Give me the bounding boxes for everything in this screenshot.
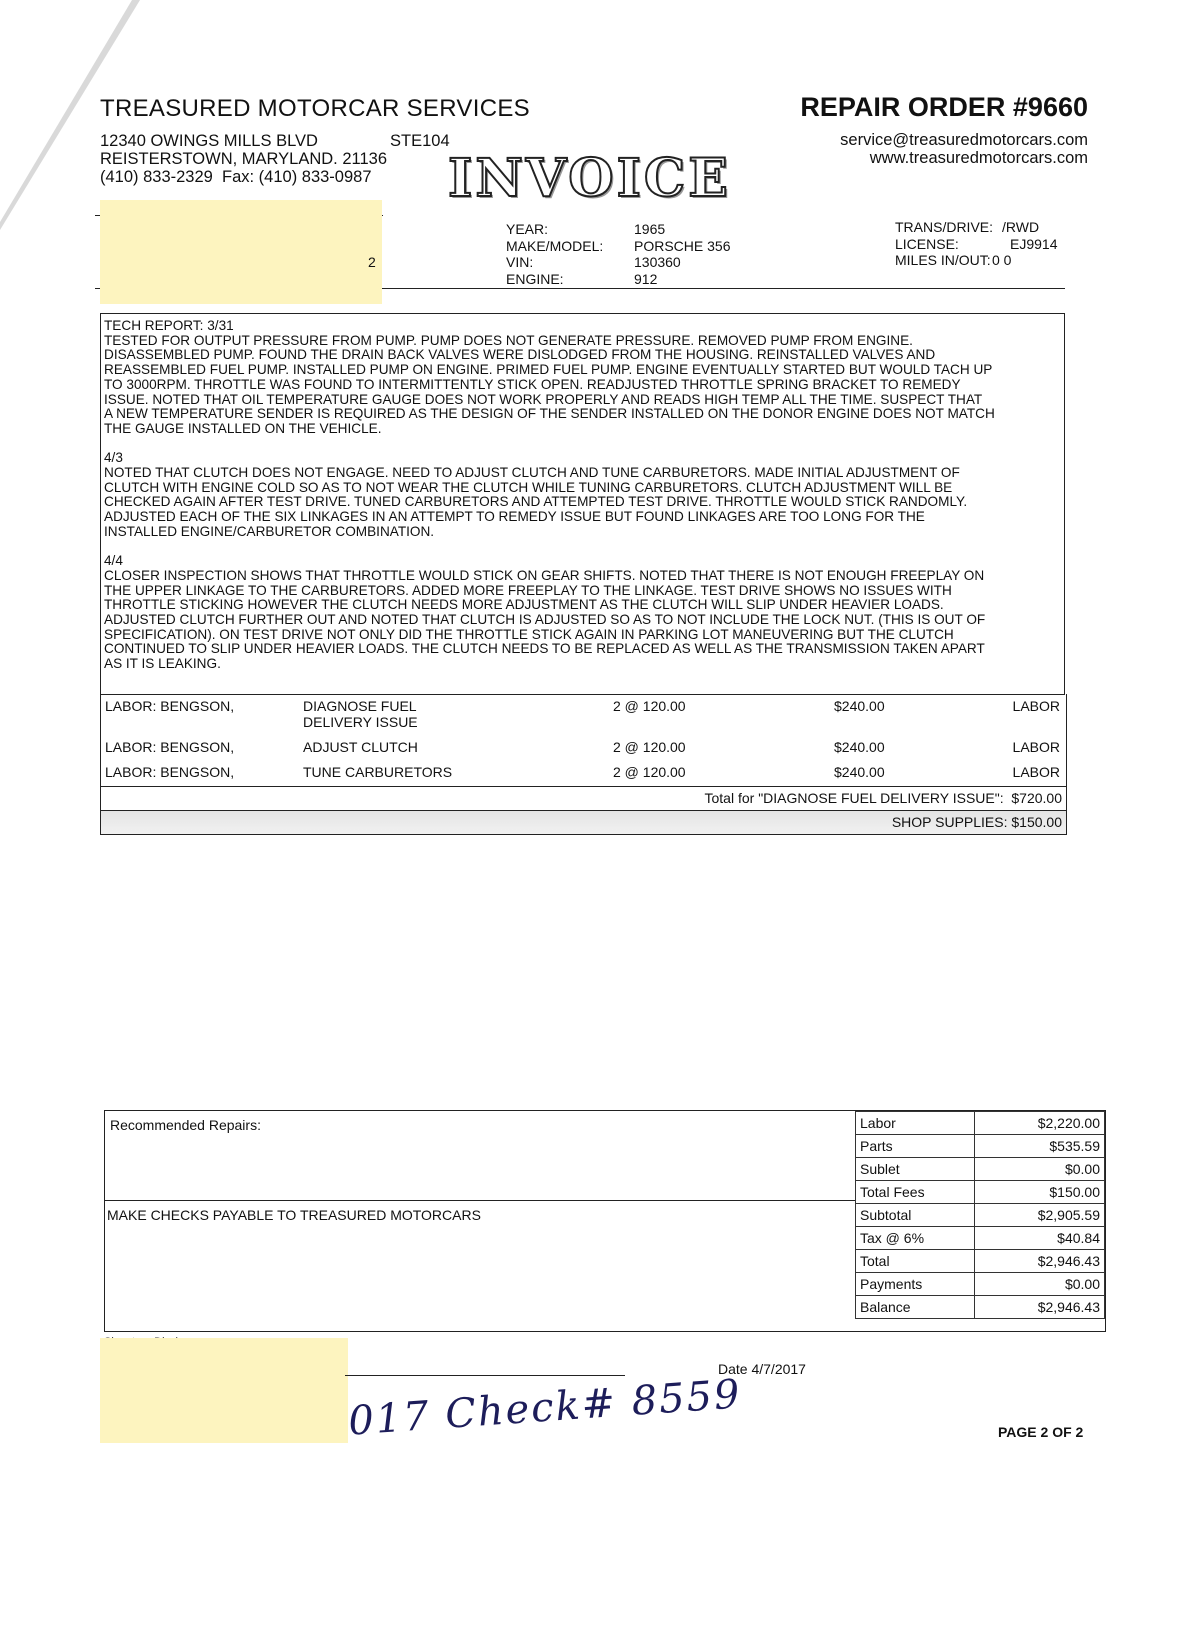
vehicle-year: 1965 <box>634 221 666 237</box>
page-number: PAGE 2 OF 2 <box>998 1424 1084 1440</box>
shop-supplies-row: SHOP SUPPLIES: $150.00 <box>101 811 1066 834</box>
summary-value: $150.00 <box>975 1181 1105 1204</box>
vehicle-trans: /RWD <box>1002 219 1040 235</box>
date: Date 4/7/2017 <box>718 1361 806 1377</box>
handwritten-note: 017 Check# 8559 <box>346 1371 743 1445</box>
summary-label: Payments <box>856 1273 975 1296</box>
address-line1: 12340 OWINGS MILLS BLVD <box>100 132 318 150</box>
phone-fax: (410) 833-2329 Fax: (410) 833-0987 <box>100 168 372 186</box>
summary-row <box>856 1181 1105 1204</box>
summary-row <box>856 1250 1105 1273</box>
summary-row <box>856 1296 1105 1319</box>
summary-row <box>856 1227 1105 1250</box>
summary-label: Sublet <box>856 1158 975 1181</box>
vehicle-labels: YEAR: MAKE/MODEL: VIN: ENGINE: <box>506 221 604 287</box>
labor-table <box>100 694 1067 835</box>
vehicle-values-right <box>992 219 1058 269</box>
company-name: TREASURED MOTORCAR SERVICES <box>100 95 530 122</box>
redaction-customer <box>100 200 382 304</box>
repair-order-number: REPAIR ORDER #9660 <box>800 92 1088 122</box>
summary-value: $0.00 <box>975 1158 1105 1181</box>
summary-label: Subtotal <box>856 1204 975 1227</box>
vehicle-engine: 912 <box>634 270 658 287</box>
summary-row <box>856 1135 1105 1158</box>
contact-block <box>840 131 1088 167</box>
summary-label: Labor <box>856 1112 975 1135</box>
customer-partial: 2 <box>368 254 376 270</box>
summary-label: Total <box>856 1250 975 1273</box>
labor-row: LABOR: BENGSON, DIAGNOSE FUEL DELIVERY ISSUE 2 @ 120.00 $240.00 LABOR <box>105 698 1060 730</box>
summary-row <box>856 1273 1105 1296</box>
summary-row <box>856 1112 1105 1135</box>
summary-row <box>856 1204 1105 1227</box>
summary-label: Parts <box>856 1135 975 1158</box>
summary-label: Total Fees <box>856 1181 975 1204</box>
summary-value: $535.59 <box>975 1135 1105 1158</box>
checks-payable: MAKE CHECKS PAYABLE TO TREASURED MOTORCARS <box>107 1207 481 1223</box>
summary-value: $2,220.00 <box>975 1112 1105 1135</box>
vehicle-vin: 130360 <box>634 254 681 270</box>
summary-value: $2,946.43 <box>975 1296 1105 1319</box>
vehicle-values <box>634 221 730 287</box>
vehicle-labels-right: TRANS/DRIVE: LICENSE: MILES IN/OUT: <box>895 219 994 268</box>
summary-value: $0.00 <box>975 1273 1105 1296</box>
recommended-repairs-label: Recommended Repairs: <box>110 1117 261 1133</box>
address-suite: STE104 <box>390 132 450 150</box>
invoice-stamp: INVOICE <box>448 148 731 209</box>
redaction-signature <box>100 1338 348 1443</box>
email-link[interactable]: service@treasuredmotorcars.com <box>840 131 1088 149</box>
job-total-row: Total for "DIAGNOSE FUEL DELIVERY ISSUE": $720.00 <box>101 787 1066 811</box>
summary-value: $2,905.59 <box>975 1204 1105 1227</box>
vehicle-make: PORSCHE 356 <box>634 237 731 254</box>
summary-value: $2,946.43 <box>975 1250 1105 1273</box>
labor-row: LABOR: BENGSON, ADJUST CLUTCH 2 @ 120.00 $240.00 LABOR <box>105 739 1060 755</box>
labor-row: LABOR: BENGSON, TUNE CARBURETORS 2 @ 120.00 $240.00 LABOR <box>101 761 1066 787</box>
address-line2: REISTERSTOWN, MARYLAND. 21136 <box>100 150 388 168</box>
totals-box <box>104 1110 1106 1332</box>
summary-label: Tax @ 6% <box>856 1227 975 1250</box>
signature-line <box>345 1375 625 1376</box>
tech-report: TECH REPORT: 3/31 TESTED FOR OUTPUT PRESSURE FROM PUMP. PUMP DOES NOT GENERATE PRESSURE. REMOVED PUMP FROM ENGINE. DISASSEMBLED PUMP. FOUND THE DRAIN BACK VALVES WERE DISLODGED FROM THE HOUSING. REINSTALLED VALVES AND REASSEMBLED FUEL PUMP. INSTALLED PUMP ON ENGINE. PRIMED FUEL PUMP. ENGINE EVENTUALLY STARTED BUT WOULD TACH UP TO 3000RPM. THROTTLE WAS FOUND TO INTERMITTENTLY STICK OPEN. READJUSTED THROTTLE SPRING BRACKET TO REMEDY ISSUE. NOTED THAT OIL TEMPERATURE GAUGE DOES NOT WORK PROPERLY AND READS HIGH TEMP ALL THE TIME. SUSPECT THAT A NEW TEMPERATURE SENDER IS REQUIRED AS THE DESIGN OF THE SENDER INSTALLED ON THE DONOR ENGINE DOES NOT MATCH THE GAUGE INSTALLED ON THE VEHICLE. 4/3 NOTED THAT CLUTCH DOES NOT ENGAGE. NEED TO ADJUST CLUTCH AND TUNE CARBURETORS. MADE INITIAL ADJUSTMENT OF CLUTCH WITH ENGINE COLD SO AS TO NOT WEAR THE CLUTCH WHILE TUNING CARBURETORS. CLUTCH ADJUSTMENT WILL BE CHECKED AGAIN AFTER TEST DRIVE. TUNED CARBURETORS AND ATTEMPTED TEST DRIVE. THROTTLE WOULD STICK RANDOMLY. ADJUSTED EACH OF THE SIX LINKAGES IN AN ATTEMPT TO REMEDY ISSUE BUT FOUND LINKAGES ARE TOO LONG FOR THE INSTALLED ENGINE/CARBURETOR COMBINATION. 4/4 CLOSER INSPECTION SHOWS THAT THROTTLE WOULD STICK ON GEAR SHIFTS. NOTED THAT THERE IS NOT ENOUGH FREEPLAY ON THE UPPER LINKAGE TO THE CARBURETORS. ADDED MORE FREEPLAY TO THE LINKAGE. TEST DRIVE SHOWS NO ISSUES WITH THROTTLE STICKING HOWEVER THE CLUTCH NEEDS MORE ADJUSTMENT AS THE CLUTCH WILL SLIP UNDER HEAVIER LOADS. ADJUSTED CLUTCH FURTHER OUT AND NOTED THAT CLUTCH IS ADJUSTED SO AS TO NOT INCLUDE THE LOCK NUT. (THIS IS OUT OF SPECIFICATION). ON TEST DRIVE NOT ONLY DID THE THROTTLE STICK AGAIN IN PARKING LOT MANEUVERING BUT THE CLUTCH CONTINUED TO SLIP UNDER HEAVIER LOADS. THE CLUTCH NEEDS TO BE REPLACED AS WELL AS THE TRANSMISSION TAKEN APART AS IT IS LEAKING. <box>100 313 1065 695</box>
summary-label: Balance <box>856 1296 975 1319</box>
recommended-divider <box>105 1200 855 1201</box>
website-link[interactable]: www.treasuredmotorcars.com <box>869 149 1088 167</box>
vehicle-license: EJ9914 <box>1010 235 1058 252</box>
summary-row <box>856 1158 1105 1181</box>
summary-value: $40.84 <box>975 1227 1105 1250</box>
vehicle-miles: 0 0 <box>992 252 1012 268</box>
summary-table <box>855 1111 1105 1319</box>
